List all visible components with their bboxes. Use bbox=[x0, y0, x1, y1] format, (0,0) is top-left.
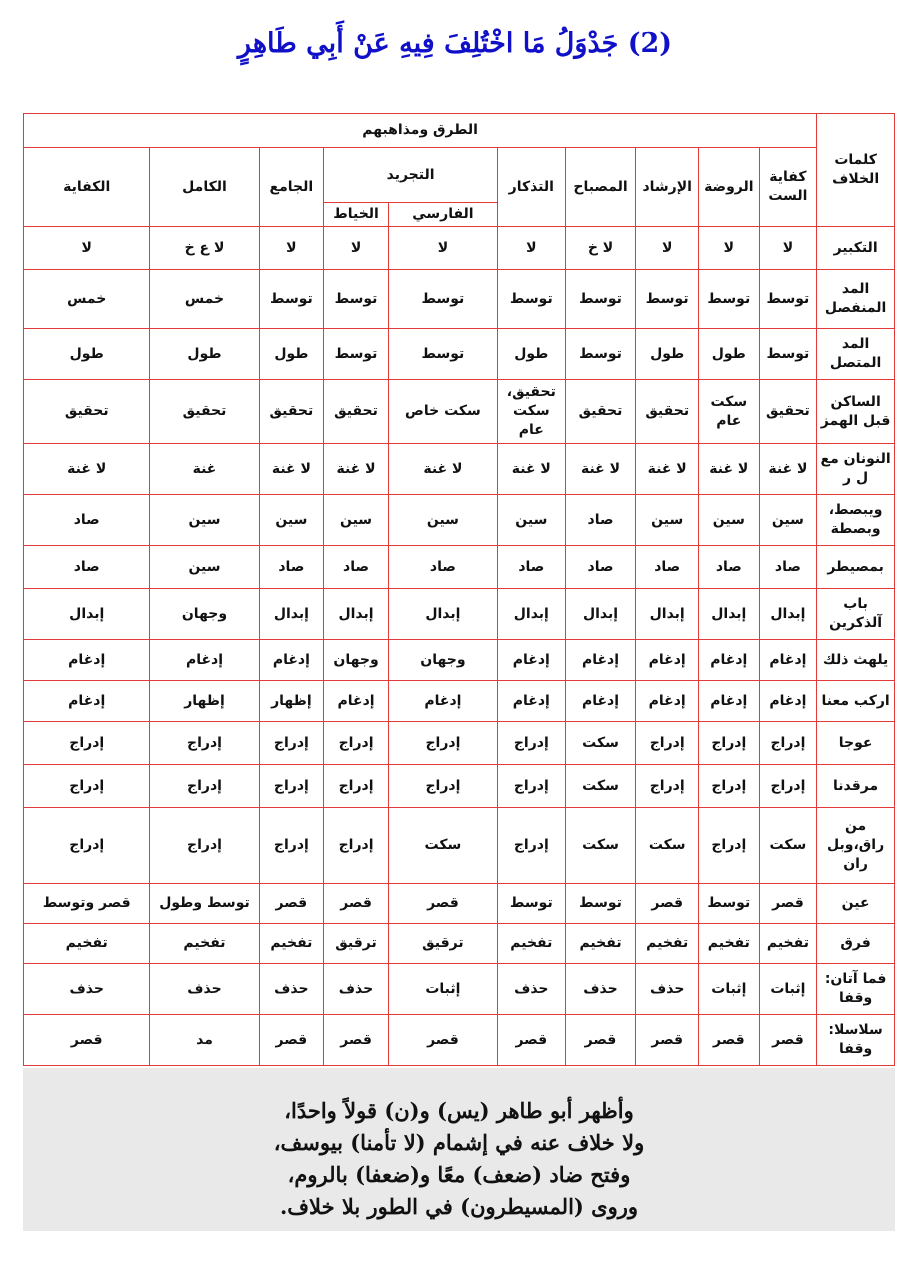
table-cell: سين bbox=[636, 495, 699, 546]
table-cell: تفخيم bbox=[24, 924, 150, 964]
table-cell: تحقيق bbox=[259, 380, 324, 444]
table-cell: سين bbox=[150, 546, 259, 589]
row-label: مرقدنا bbox=[817, 765, 895, 808]
table-cell: قصر bbox=[699, 1015, 760, 1066]
table-row bbox=[24, 444, 895, 495]
table-cell: لا غنة bbox=[636, 444, 699, 495]
table-cell: سين bbox=[388, 495, 497, 546]
table-cell: طول bbox=[699, 329, 760, 380]
table-cell: إدغام bbox=[388, 681, 497, 722]
table-cell: صاد bbox=[24, 546, 150, 589]
table-row bbox=[24, 589, 895, 640]
table-cell: توسط bbox=[324, 270, 389, 329]
row-label: باب آلذكرين bbox=[817, 589, 895, 640]
table-cell: وجهان bbox=[150, 589, 259, 640]
table-cell: لا غنة bbox=[259, 444, 324, 495]
table-cell: توسط bbox=[497, 884, 565, 924]
row-label: سلاسلا: وقفا bbox=[817, 1015, 895, 1066]
table-cell: إدغام bbox=[699, 640, 760, 681]
table-cell: صاد bbox=[565, 546, 636, 589]
table-row bbox=[24, 546, 895, 589]
table-cell: إدغام bbox=[150, 640, 259, 681]
table-cell: غنة bbox=[150, 444, 259, 495]
table-cell: توسط bbox=[699, 270, 760, 329]
table-cell: صاد bbox=[497, 546, 565, 589]
col-header-misbah: المصباح bbox=[565, 148, 636, 227]
row-label: ويبصط، وبصطة bbox=[817, 495, 895, 546]
table-cell: تحقيق bbox=[565, 380, 636, 444]
col-header-jami: الجامع bbox=[259, 148, 324, 227]
col-header-kifaya: الكفاية bbox=[24, 148, 150, 227]
table-row bbox=[24, 924, 895, 964]
table-cell: إدراج bbox=[497, 722, 565, 765]
table-row bbox=[24, 227, 895, 270]
table-cell: إدراج bbox=[388, 722, 497, 765]
table-cell: إدراج bbox=[259, 722, 324, 765]
table-cell: وجهان bbox=[388, 640, 497, 681]
table-cell: تحقيق bbox=[324, 380, 389, 444]
col-header-tajrid: التجريد bbox=[324, 148, 498, 203]
row-label: المد المنفصل bbox=[817, 270, 895, 329]
table-cell: توسط bbox=[388, 270, 497, 329]
table-cell: تفخيم bbox=[699, 924, 760, 964]
table-cell: إبدال bbox=[24, 589, 150, 640]
table-cell: لا bbox=[24, 227, 150, 270]
table-cell: إظهار bbox=[259, 681, 324, 722]
table-cell: إدراج bbox=[24, 722, 150, 765]
table-cell: تحقيق bbox=[636, 380, 699, 444]
corner-header: كلمات الخلاف bbox=[817, 114, 895, 227]
table-cell: إدراج bbox=[324, 722, 389, 765]
table-cell: لا خ bbox=[565, 227, 636, 270]
table-cell: إبدال bbox=[699, 589, 760, 640]
table-row bbox=[24, 964, 895, 1015]
poem-line: وروى (المسيطرون) في الطور بلا خلاف. bbox=[279, 1194, 639, 1219]
col-header-irshad: الإرشاد bbox=[636, 148, 699, 227]
table-cell: قصر bbox=[636, 884, 699, 924]
table-cell: توسط bbox=[759, 270, 817, 329]
table-cell: إدراج bbox=[759, 765, 817, 808]
col-header-kamil: الكامل bbox=[150, 148, 259, 227]
table-cell: صاد bbox=[759, 546, 817, 589]
table-row bbox=[24, 808, 895, 884]
table-cell: سكت bbox=[565, 808, 636, 884]
group-header: الطرق ومذاهبهم bbox=[24, 114, 817, 148]
table-cell: تحقيق bbox=[150, 380, 259, 444]
table-cell: وجهان bbox=[324, 640, 389, 681]
table-cell: مد bbox=[150, 1015, 259, 1066]
table-cell: إدراج bbox=[636, 765, 699, 808]
table-cell: توسط bbox=[565, 884, 636, 924]
table-cell: إدراج bbox=[497, 808, 565, 884]
table-row bbox=[24, 329, 895, 380]
table-cell: لا bbox=[324, 227, 389, 270]
table-cell: سين bbox=[259, 495, 324, 546]
table-cell: طول bbox=[497, 329, 565, 380]
table-cell: تفخيم bbox=[259, 924, 324, 964]
poem-lines bbox=[23, 1095, 895, 1223]
table-cell: إبدال bbox=[565, 589, 636, 640]
table-cell: صاد bbox=[699, 546, 760, 589]
row-label: عين bbox=[817, 884, 895, 924]
table-cell: تحقيق bbox=[24, 380, 150, 444]
table-cell: سكت خاص bbox=[388, 380, 497, 444]
table-cell: إدراج bbox=[259, 808, 324, 884]
table-cell: إبدال bbox=[259, 589, 324, 640]
table-row bbox=[24, 884, 895, 924]
table-cell: قصر bbox=[24, 1015, 150, 1066]
table-cell: تفخيم bbox=[150, 924, 259, 964]
table-cell: تحقيق، سكت عام bbox=[497, 380, 565, 444]
table-cell: لا غنة bbox=[565, 444, 636, 495]
table-cell: طول bbox=[150, 329, 259, 380]
table-cell: طول bbox=[636, 329, 699, 380]
table-cell: صاد bbox=[324, 546, 389, 589]
table-cell: سكت عام bbox=[699, 380, 760, 444]
table-cell: إدراج bbox=[150, 808, 259, 884]
table-cell: قصر bbox=[759, 1015, 817, 1066]
table-cell: إدراج bbox=[699, 722, 760, 765]
row-label: المد المتصل bbox=[817, 329, 895, 380]
table-cell: لا bbox=[636, 227, 699, 270]
table-row bbox=[24, 1015, 895, 1066]
table-cell: حذف bbox=[24, 964, 150, 1015]
col-header-kifayat-sitt: كفاية الست bbox=[759, 148, 817, 227]
table-cell: لا غنة bbox=[699, 444, 760, 495]
table-cell: تفخيم bbox=[565, 924, 636, 964]
table-cell: طول bbox=[259, 329, 324, 380]
table-cell: قصر bbox=[259, 884, 324, 924]
table-cell: قصر bbox=[324, 884, 389, 924]
poem-line: وفتح ضاد (ضعف) معًا و(ضعفا) بالروم، bbox=[287, 1162, 631, 1187]
row-label: اركب معنا bbox=[817, 681, 895, 722]
row-label: فما آتان: وقفا bbox=[817, 964, 895, 1015]
table-cell: حذف bbox=[324, 964, 389, 1015]
table-cell: إدغام bbox=[24, 681, 150, 722]
subheader-farisi: الفارسي bbox=[388, 203, 497, 227]
table-row bbox=[24, 681, 895, 722]
table-cell: توسط bbox=[388, 329, 497, 380]
table-cell: إدغام bbox=[699, 681, 760, 722]
table-cell: تفخيم bbox=[636, 924, 699, 964]
subheader-khayyat: الخياط bbox=[324, 203, 389, 227]
table-cell: إدغام bbox=[497, 640, 565, 681]
table-cell: سين bbox=[497, 495, 565, 546]
row-label: يلهث ذلك bbox=[817, 640, 895, 681]
table-cell: سكت bbox=[565, 722, 636, 765]
table-cell: إدراج bbox=[497, 765, 565, 808]
table-cell: خمس bbox=[24, 270, 150, 329]
table-cell: توسط bbox=[259, 270, 324, 329]
table-cell: توسط bbox=[699, 884, 760, 924]
table-cell: صاد bbox=[24, 495, 150, 546]
table-cell: صاد bbox=[259, 546, 324, 589]
table-cell: إدراج bbox=[699, 808, 760, 884]
differences-table bbox=[23, 113, 895, 1066]
table-cell: طول bbox=[24, 329, 150, 380]
table-cell: لا غنة bbox=[24, 444, 150, 495]
table-cell: قصر bbox=[324, 1015, 389, 1066]
table-cell: لا bbox=[759, 227, 817, 270]
table-cell: إثبات bbox=[388, 964, 497, 1015]
table-cell: لا غنة bbox=[324, 444, 389, 495]
table-row bbox=[24, 765, 895, 808]
row-label: الساكن قبل الهمز bbox=[817, 380, 895, 444]
table-cell: سين bbox=[150, 495, 259, 546]
table-cell: حذف bbox=[150, 964, 259, 1015]
table-cell: تحقيق bbox=[759, 380, 817, 444]
table-cell: إدراج bbox=[636, 722, 699, 765]
row-label: من راق،وبل ران bbox=[817, 808, 895, 884]
table-cell: توسط bbox=[636, 270, 699, 329]
table-cell: لا bbox=[259, 227, 324, 270]
table-cell: سين bbox=[324, 495, 389, 546]
table-cell: لا bbox=[497, 227, 565, 270]
table-cell: سكت bbox=[759, 808, 817, 884]
table-row bbox=[24, 640, 895, 681]
table-cell: إظهار bbox=[150, 681, 259, 722]
table-cell: توسط bbox=[565, 329, 636, 380]
table-cell: حذف bbox=[565, 964, 636, 1015]
table-row bbox=[24, 495, 895, 546]
col-header-rawda: الروضة bbox=[699, 148, 760, 227]
table-cell: إدغام bbox=[565, 640, 636, 681]
table-cell: إبدال bbox=[759, 589, 817, 640]
table-cell: توسط bbox=[759, 329, 817, 380]
row-label: بمصيطر bbox=[817, 546, 895, 589]
table-cell: إدغام bbox=[497, 681, 565, 722]
table-cell: إدراج bbox=[150, 722, 259, 765]
table-cell: خمس bbox=[150, 270, 259, 329]
table-cell: إدراج bbox=[324, 765, 389, 808]
table-cell: قصر bbox=[565, 1015, 636, 1066]
table-cell: قصر bbox=[636, 1015, 699, 1066]
table-row bbox=[24, 270, 895, 329]
row-label: فرق bbox=[817, 924, 895, 964]
table-cell: لا غنة bbox=[497, 444, 565, 495]
table-cell: صاد bbox=[388, 546, 497, 589]
table-row bbox=[24, 722, 895, 765]
table-cell: إدغام bbox=[324, 681, 389, 722]
table-cell: سين bbox=[699, 495, 760, 546]
table-cell: إدغام bbox=[24, 640, 150, 681]
table-cell: إبدال bbox=[497, 589, 565, 640]
table-cell: لا bbox=[699, 227, 760, 270]
table-cell: حذف bbox=[636, 964, 699, 1015]
table-cell: قصر وتوسط bbox=[24, 884, 150, 924]
table-cell: إبدال bbox=[324, 589, 389, 640]
table-cell: إدراج bbox=[759, 722, 817, 765]
table-cell: قصر bbox=[259, 1015, 324, 1066]
table-cell: صاد bbox=[565, 495, 636, 546]
table-cell: إدغام bbox=[259, 640, 324, 681]
page-title: (2) جَدْوَلُ مَا اخْتُلِفَ فِيهِ عَنْ أَبِي طَاهِرٍ bbox=[237, 28, 673, 59]
table-cell: سكت bbox=[565, 765, 636, 808]
table-cell: إدراج bbox=[24, 765, 150, 808]
table-cell: إدراج bbox=[24, 808, 150, 884]
table-cell: إدراج bbox=[259, 765, 324, 808]
table-cell: إثبات bbox=[759, 964, 817, 1015]
table-cell: توسط bbox=[565, 270, 636, 329]
table-cell: لا غنة bbox=[388, 444, 497, 495]
table-cell: قصر bbox=[759, 884, 817, 924]
row-label: التكبير bbox=[817, 227, 895, 270]
table-cell: إدغام bbox=[565, 681, 636, 722]
table-cell: إدغام bbox=[636, 681, 699, 722]
table-cell: حذف bbox=[497, 964, 565, 1015]
table-cell: إدراج bbox=[324, 808, 389, 884]
table-cell: إدراج bbox=[699, 765, 760, 808]
table-cell: إثبات bbox=[699, 964, 760, 1015]
poem-line: ولا خلاف عنه في إشمام (لا تأمنا) بيوسف، bbox=[273, 1130, 645, 1155]
footer-note bbox=[23, 1068, 895, 1231]
table-cell: لا ع خ bbox=[150, 227, 259, 270]
table-cell: حذف bbox=[259, 964, 324, 1015]
table-cell: تفخيم bbox=[759, 924, 817, 964]
table-cell: إدغام bbox=[636, 640, 699, 681]
row-label: عوجا bbox=[817, 722, 895, 765]
table-row bbox=[24, 380, 895, 444]
row-label: النونان مع ل ر bbox=[817, 444, 895, 495]
table-cell: ترقيق bbox=[324, 924, 389, 964]
table-cell: إدغام bbox=[759, 640, 817, 681]
table-cell: قصر bbox=[497, 1015, 565, 1066]
table-cell: إدراج bbox=[150, 765, 259, 808]
table-cell: ترقيق bbox=[388, 924, 497, 964]
table-cell: سين bbox=[759, 495, 817, 546]
table-cell: لا غنة bbox=[759, 444, 817, 495]
table-cell: توسط bbox=[324, 329, 389, 380]
table-cell: تفخيم bbox=[497, 924, 565, 964]
table-cell: سكت bbox=[636, 808, 699, 884]
table-cell: إدغام bbox=[759, 681, 817, 722]
table-cell: قصر bbox=[388, 1015, 497, 1066]
table-cell: قصر bbox=[388, 884, 497, 924]
table-cell: توسط وطول bbox=[150, 884, 259, 924]
table-cell: توسط bbox=[497, 270, 565, 329]
col-header-tadhkar: التذكار bbox=[497, 148, 565, 227]
poem-line: وأظهر أبو طاهر (يس) و(ن) قولاً واحدًا، bbox=[284, 1098, 634, 1123]
table-cell: إبدال bbox=[636, 589, 699, 640]
table-cell: سكت bbox=[388, 808, 497, 884]
table-cell: لا bbox=[388, 227, 497, 270]
table-cell: إدراج bbox=[388, 765, 497, 808]
table-cell: إبدال bbox=[388, 589, 497, 640]
table-cell: صاد bbox=[636, 546, 699, 589]
